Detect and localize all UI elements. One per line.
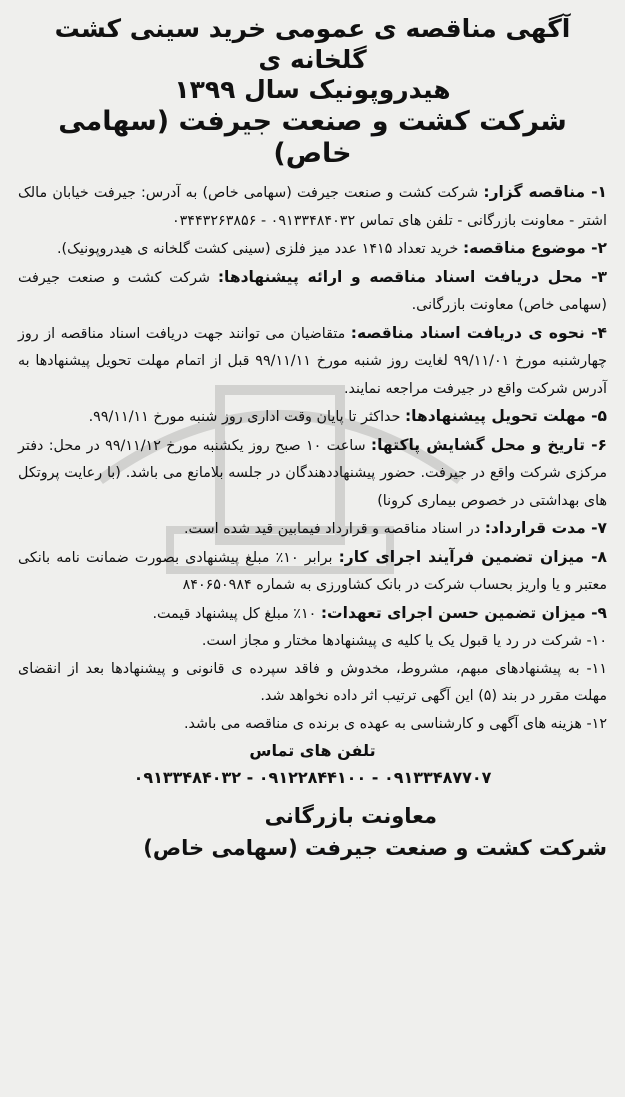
clause-text: برابر ۱۰٪ مبلغ پیشنهادی بصورت ضمانت نامه بانکی معتبر و یا واریز بحساب شرکت در بانک کشاورزی به شماره ۸۴۰۶۵۰۹۸۴ xyxy=(18,549,607,594)
clause-label: ۵- مهلت تحویل پیشنهادها: xyxy=(404,407,607,426)
clause-text: ۱۲- هزینه های آگهی و کارشناسی به عهده ی برنده ی مناقصه می باشد. xyxy=(183,715,607,732)
notice-body xyxy=(18,179,607,738)
clause-text: در اسناد مناقصه و قرارداد فیمابین قید شده است. xyxy=(184,521,485,538)
clause-text: ۱۰٪ مبلغ کل پیشنهاد قیمت. xyxy=(152,605,321,622)
clause-label: ۶- تاریخ و محل گشایش پاکتها: xyxy=(370,435,608,454)
clause-text: ۱۰- شرکت در رد یا قبول یک یا کلیه ی پیشنهادها مختار و مجاز است. xyxy=(201,633,607,650)
clause-text: ۱۱- به پیشنهادهای مبهم، مشروط، مخدوش و فاقد سپرده ی قانونی و پیشنهادها بعد از انقضای مهلت مقرر در بند (۵) این آگهی ترتیب اثر داده نخواهد شد. xyxy=(18,660,607,705)
clause-label: ۱- مناقصه گزار: xyxy=(483,183,607,202)
clause-2 xyxy=(18,235,607,264)
title-line-2: هیدروپونیک سال ۱۳۹۹ xyxy=(174,75,451,104)
clause-text: حداکثر تا پایان وقت اداری روز شنبه مورخ ۹۹/۱۱/۱۱. xyxy=(88,409,405,426)
clause-label: ۸- میزان تضمین فرآیند اجرای کار: xyxy=(338,547,608,566)
signature-company: شرکت کشت و صنعت جیرفت (سهامی خاص) xyxy=(143,836,607,861)
signature-department: معاونت بازرگانی xyxy=(264,804,437,829)
contact-title: تلفن های تماس xyxy=(249,741,376,761)
title-line-3: شرکت کشت و صنعت جیرفت (سهامی خاص) xyxy=(58,105,567,170)
clause-label: ۷- مدت قرارداد: xyxy=(484,519,607,538)
clause-1 xyxy=(18,179,607,235)
clause-label: ۲- موضوع مناقصه: xyxy=(462,239,607,258)
clause-5 xyxy=(18,403,607,432)
clause-text: ساعت ۱۰ صبح روز یکشنبه مورخ ۹۹/۱۱/۱۲ در محل: دفتر مرکزی شرکت واقع در جیرفت. حضور پیشنهاددهندگان در جلسه بلامانع می باشد. (با رعایت پروتکل های بهداشتی در خصوص بیماری کرونا) xyxy=(18,437,607,509)
title-line-1: آگهی مناقصه ی عمومی خرید سینی کشت گلخانه ی xyxy=(54,14,571,74)
clause-12 xyxy=(18,711,607,739)
clause-text: شرکت کشت و صنعت جیرفت (سهامی خاص) به آدرس: جیرفت خیابان مالک اشتر - معاونت بازرگانی - تلفن های تماس ۰۹۱۳۳۴۸۴۰۳۲ - ۰۳۴۴۳۲۶۳۸۵۶ xyxy=(18,185,607,229)
contact-phones: ۰۹۱۳۳۴۸۴۰۳۲ - ۰۹۱۲۲۸۴۴۱۰۰ - ۰۹۱۳۳۴۸۷۷۰۷ xyxy=(133,768,492,788)
clause-9 xyxy=(18,600,607,629)
clause-text: خرید تعداد ۱۴۱۵ عدد میز فلزی (سینی کشت گلخانه ی هیدروپونیک). xyxy=(56,241,463,258)
clause-text: شرکت کشت و صنعت جیرفت (سهامی خاص) معاونت بازرگانی. xyxy=(18,269,607,314)
clause-8 xyxy=(18,544,607,600)
clause-11 xyxy=(18,656,607,711)
clause-text: متقاضیان می توانند جهت دریافت اسناد مناقصه از روز چهارشنبه مورخ ۹۹/۱۱/۰۱ لغایت روز شنبه مورخ ۹۹/۱۱/۱۱ قبل از اتمام مهلت تحویل پیشنهادها به آدرس شرکت واقع در جیرفت مراجعه نمایند. xyxy=(18,325,607,397)
clause-3 xyxy=(18,264,607,320)
clause-10 xyxy=(18,628,607,656)
clause-label: ۳- محل دریافت اسناد مناقصه و ارائه پیشنهادها: xyxy=(217,267,607,286)
clause-label: ۹- میزان تضمین حسن اجرای تعهدات: xyxy=(320,603,607,622)
clause-6 xyxy=(18,432,607,516)
clause-7 xyxy=(18,515,607,544)
clause-4 xyxy=(18,320,607,404)
clause-label: ۴- نحوه ی دریافت اسناد مناقصه: xyxy=(350,323,607,342)
